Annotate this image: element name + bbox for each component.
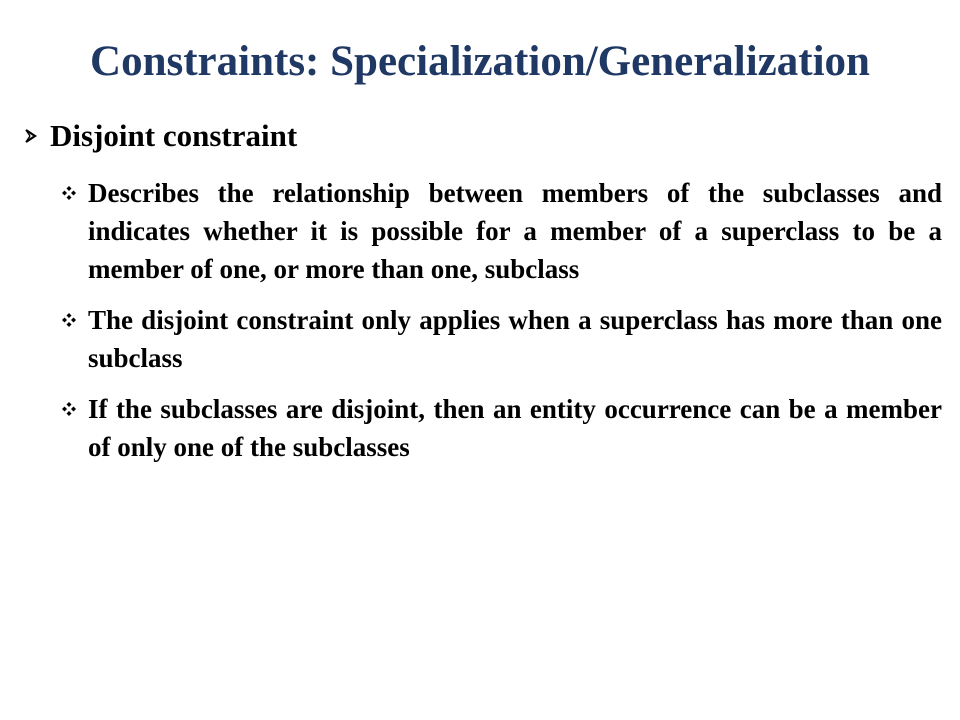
- four-diamond-star-icon: [62, 301, 88, 339]
- list-item: [62, 174, 942, 288]
- list-item: [62, 390, 942, 466]
- sub-bullet-list: [62, 174, 942, 479]
- arrow-right-outline-icon: [24, 114, 50, 158]
- bullet-text: If the subclasses are disjoint, then an entity occurrence can be a member of only one of the subclasses: [88, 394, 942, 462]
- bullet-text: Describes the relationship between members of the subclasses and indicates whether it is possible for a member of a superclass to be a member of one, or more than one, subclass: [88, 178, 942, 284]
- heading-bullet: [24, 114, 944, 158]
- slide-title: Constraints: Specialization/Generalization: [90, 38, 870, 85]
- list-item: [62, 301, 942, 377]
- four-diamond-star-icon: [62, 174, 88, 212]
- bullet-text: The disjoint constraint only applies when a superclass has more than one subclass: [88, 305, 942, 373]
- four-diamond-star-icon: [62, 390, 88, 428]
- heading-text: Disjoint constraint: [50, 118, 298, 153]
